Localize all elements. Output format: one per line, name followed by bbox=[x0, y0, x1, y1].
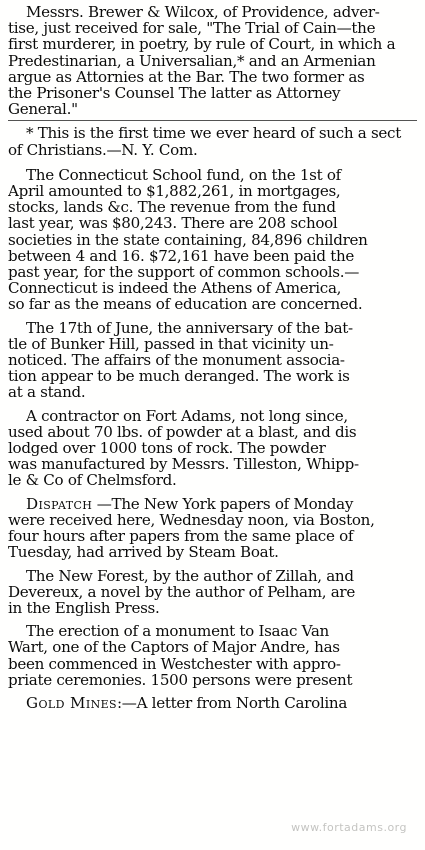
spacer bbox=[8, 561, 417, 568]
article-line: the Prisoner's Counsel The latter as Attorney bbox=[8, 85, 341, 102]
article-line: tle of Bunker Hill, passed in that vicinity un- bbox=[8, 335, 334, 353]
article-line: first murderer, in poetry, by rule of Court, in which a bbox=[8, 36, 396, 53]
article-line: between 4 and 16. $72,161 have been paid the bbox=[8, 247, 355, 265]
article-line: Predestinarian, a Universalian,* and an Armenian bbox=[8, 52, 376, 69]
article-line: le & Co of Chelmsford. bbox=[8, 472, 177, 489]
article-line: last year, was $80,243. There are 208 school bbox=[8, 215, 338, 232]
article-line: been commenced in Westchester with appro- bbox=[8, 655, 341, 672]
article-line: used about 70 lbs. of powder at a blast, and dis bbox=[8, 423, 357, 441]
article-line: Wart, one of the Captors of Major Andre, has bbox=[8, 639, 340, 656]
article-lead: Dispatch bbox=[26, 495, 93, 512]
footnote-line: * This is the first time we ever heard of such a sect bbox=[26, 125, 401, 142]
spacer bbox=[8, 616, 417, 623]
article-dispatch bbox=[8, 496, 417, 561]
article-line: so far as the means of education are concerned. bbox=[8, 296, 363, 313]
spacer bbox=[8, 489, 417, 496]
article-line: The erection of a monument to Isaac Van bbox=[26, 623, 329, 640]
article-line: General." bbox=[8, 101, 78, 118]
article-gold-mines bbox=[8, 695, 417, 711]
article-line: at a stand. bbox=[8, 384, 86, 401]
article-line: priate ceremonies. 1500 persons were present bbox=[8, 671, 353, 688]
article-line: was manufactured by Messrs. Tilleston, Whipp- bbox=[8, 456, 359, 473]
article-line bbox=[8, 695, 417, 711]
article-line: lodged over 1000 tons of rock. The powder bbox=[8, 440, 326, 457]
article-line: A contractor on Fort Adams, not long since, bbox=[26, 407, 348, 424]
spacer bbox=[8, 401, 417, 408]
article-line: past year, for the support of common schools.— bbox=[8, 264, 360, 281]
article-van-wart-monument bbox=[8, 623, 417, 688]
article-line bbox=[8, 496, 417, 512]
spacer bbox=[8, 158, 417, 167]
article-bunker-hill bbox=[8, 320, 417, 401]
watermark: www.fortadams.org bbox=[291, 820, 407, 834]
article-line: in the English Press. bbox=[8, 599, 160, 617]
article-line: four hours after papers from the same place of bbox=[8, 528, 354, 545]
article-line: stocks, lands &c. The revenue from the fund bbox=[8, 199, 336, 216]
article-line: societies in the state containing, 84,896 children bbox=[8, 231, 368, 248]
article-lead: Gold Mines bbox=[26, 694, 117, 712]
divider bbox=[8, 120, 417, 121]
article-line-text: —The New York papers of Monday bbox=[92, 495, 354, 512]
article-line: The 17th of June, the anniversary of the bat- bbox=[26, 319, 353, 336]
footnote-line: of Christians.—N. Y. Com. bbox=[8, 141, 198, 158]
article-line: tion appear to be much deranged. The work is bbox=[8, 368, 350, 385]
footnote bbox=[8, 125, 417, 157]
spacer bbox=[8, 688, 417, 695]
article-line: Devereux, a novel by the author of Pelham, are bbox=[8, 583, 355, 600]
article-line: argue as Attornies at the Bar. The two former as bbox=[8, 68, 365, 86]
article-line: The Connecticut School fund, on the 1st of bbox=[26, 166, 341, 184]
article-line: Tuesday, had arrived by Steam Boat. bbox=[8, 544, 279, 561]
article-line: tise, just received for sale, "The Trial of Cain—the bbox=[8, 20, 376, 37]
article-fort-adams bbox=[8, 408, 417, 489]
spacer bbox=[8, 313, 417, 320]
article-line: April amounted to $1,882,261, in mortgages, bbox=[8, 183, 341, 200]
article-line-text: :—A letter from North Carolina bbox=[117, 694, 348, 712]
article-line: Connecticut is indeed the Athens of America, bbox=[8, 280, 342, 297]
article-line: were received here, Wednesday noon, via Boston, bbox=[8, 511, 375, 529]
article-trial-of-cain bbox=[8, 4, 417, 117]
article-line: The New Forest, by the author of Zillah, and bbox=[26, 567, 354, 584]
article-line: Messrs. Brewer & Wilcox, of Providence, adver- bbox=[26, 4, 380, 21]
article-new-forest bbox=[8, 568, 417, 617]
article-school-fund bbox=[8, 167, 417, 313]
article-line: noticed. The affairs of the monument associa- bbox=[8, 352, 345, 369]
